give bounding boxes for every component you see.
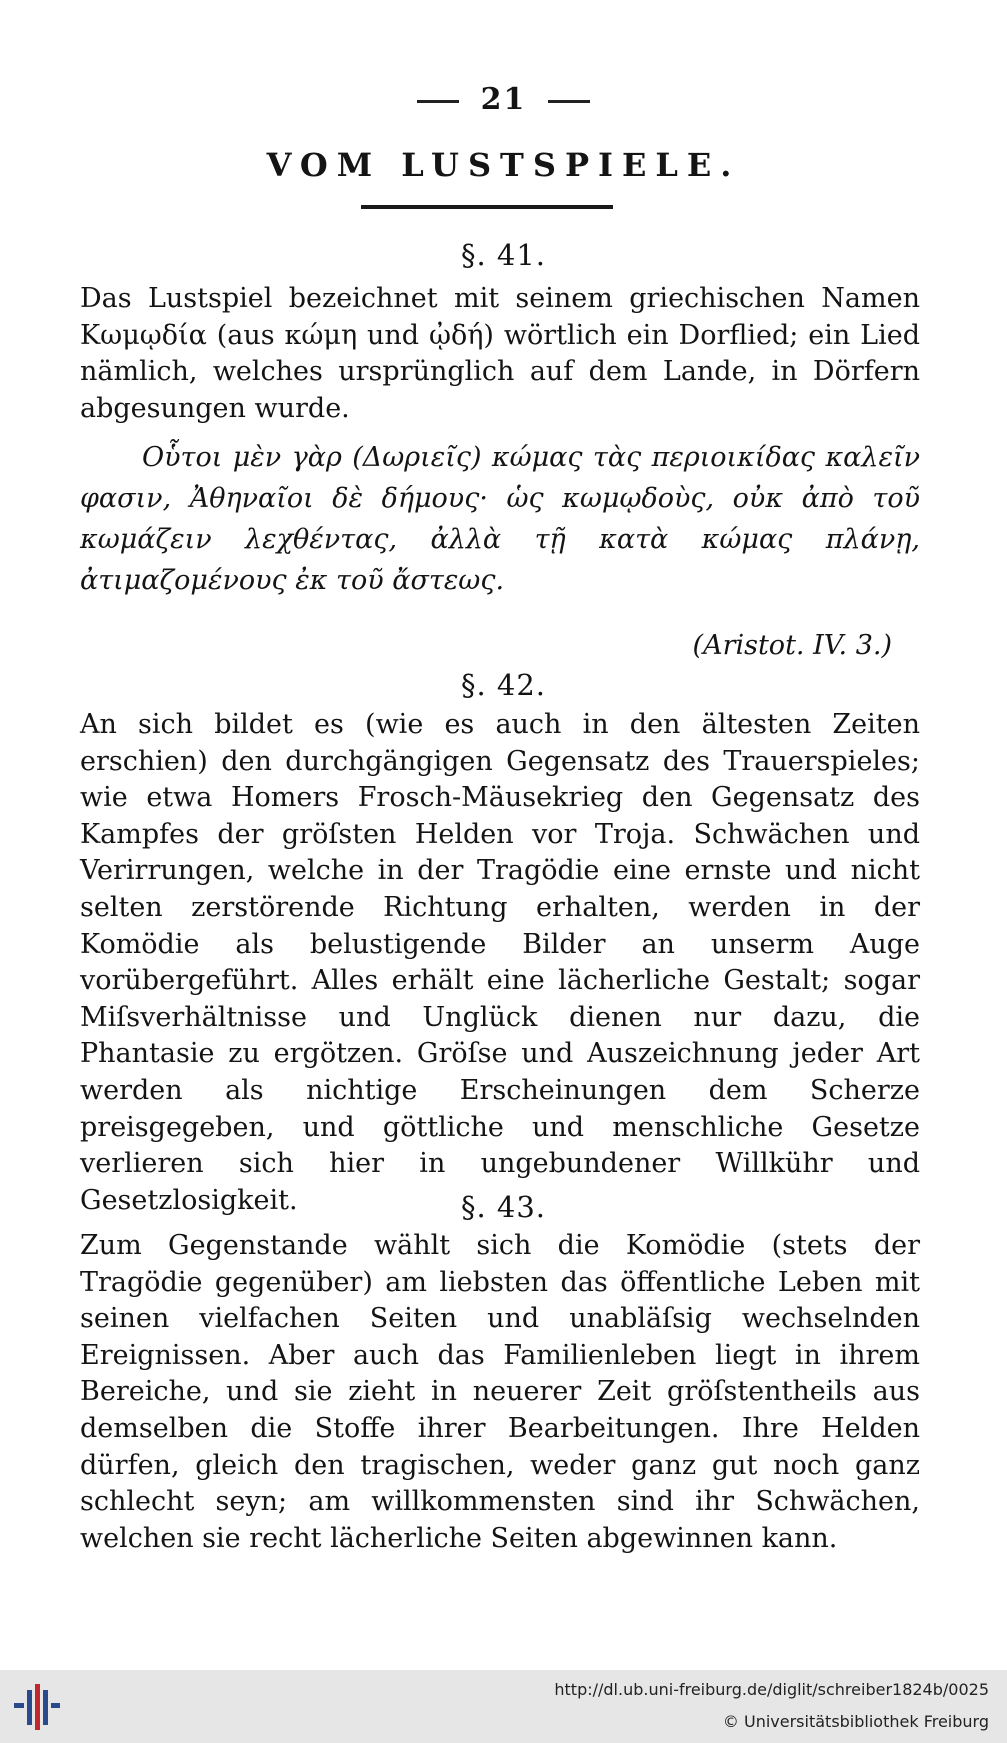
source-url-link[interactable]: http://dl.ub.uni-freiburg.de/diglit/schreiber1824b/0025 (554, 1680, 989, 1699)
quote-source: (Aristot. IV. 3.) (692, 630, 892, 661)
paragraph-43: Zum Gegenstande wählt sich die Komödie (stets der Tragödie gegenüber) am liebsten das öffentliche Leben mit seinen vielfachen Seiten und unabläſsig wechselnden Ereignissen. Aber auch das Familienleben liegt in ihrem Bereiche, und sie zieht in neuerer Zeit gröſstentheils aus demselben die Stoffe ihrer Bearbeitungen. Ihre Helden dürfen, gleich den tragischen, weder ganz gut noch ganz schlecht seyn; am willkommensten sind ihr Schwächen, welchen sie recht lächerliche Seiten abgewinnen kann. (80, 1230, 920, 1554)
copyright-notice: © Universitätsbibliothek Freiburg (722, 1712, 989, 1731)
paragraph-41: Das Lustspiel bezeichnet mit seinem griechischen Namen Κωμῳδία (aus κώμη und ᾠδή) wörtlich ein Dorflied; ein Lied nämlich, welches ursprünglich auf dem Lande, in Dörfern abgesungen wurde. (80, 283, 920, 424)
right-dash (548, 100, 590, 103)
section-heading-42: §. 42. (460, 668, 547, 702)
paragraph-42: An sich bildet es (wie es auch in den ältesten Zeiten erschien) den durchgängigen Gegensatz des Trauerspieles; wie etwa Homers Frosch-Mäusekrieg den Gegensatz des Kampfes der gröſsten Helden vor Troja. Schwächen und Verirrungen, welche in der Tragödie eine ernste und nicht selten zerstörende Richtung erhalten, werden in der Komödie als belustigende Bilder an unserm Auge vorübergeführt. Alles erhält eine lächerliche Gestalt; sogar Miſsverhältnisse und Unglück dienen nur dazu, die Phantasie zu ergötzen. Gröſse und Auszeichnung jeder Art werden als nichtige Erscheinungen dem Scherze preisgegeben, und göttliche und menschliche Gesetze verlieren sich hier in ungebundener Willkühr und Gesetzlosigkeit. (80, 709, 920, 1216)
left-dash (417, 100, 459, 103)
page-number: 21 (480, 82, 527, 117)
section-heading-43: §. 43. (460, 1190, 547, 1224)
title-rule (361, 205, 613, 209)
ub-freiburg-logo-icon[interactable] (14, 1684, 60, 1730)
library-footer (0, 1670, 1007, 1743)
greek-quote: Οὗτοι μὲν γὰρ (Δωριεῖς) κώμας τὰς περιοικίδας καλεῖν φασιν, Ἀθηναῖοι δὲ δήμους· ὡς κωμῳδοὺς, οὐκ ἀπὸ τοῦ κωμάζειν λεχθέντας, ἀλλὰ τῇ κατὰ κώμας πλάνῃ, ἀτιμαζομένους ἐκ τοῦ ἄστεως. (80, 442, 920, 596)
section-heading-41: §. 41. (460, 238, 547, 272)
chapter-title: VOM LUSTSPIELE. (266, 146, 741, 184)
page-number-line (0, 82, 1007, 117)
